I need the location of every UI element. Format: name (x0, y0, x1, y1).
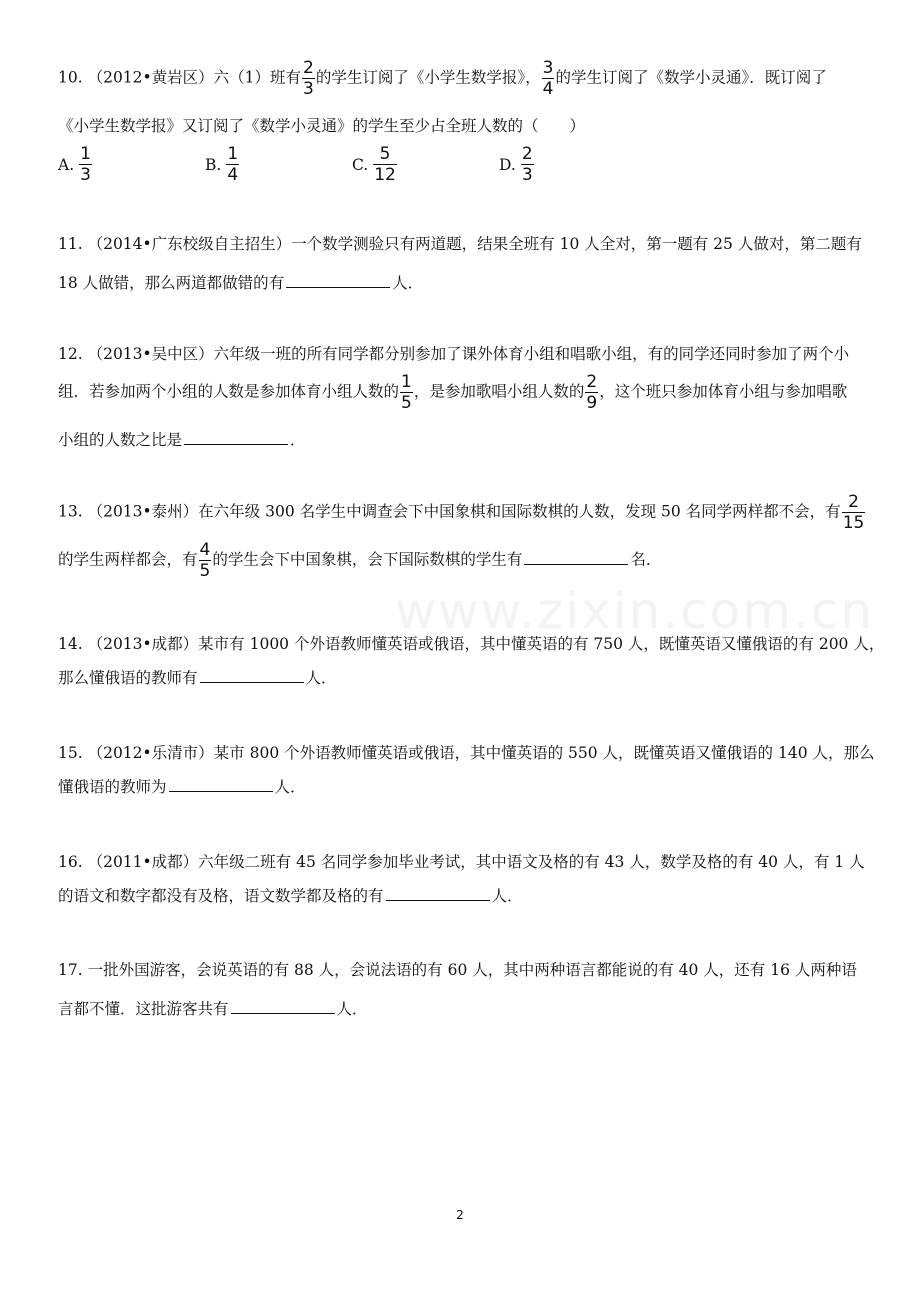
answer-options (58, 144, 658, 184)
answer-blank[interactable] (200, 667, 304, 683)
page-number: 2 (456, 1208, 464, 1222)
fraction: $\frac{4}{5}$ (199, 540, 211, 581)
fraction: $\frac{2}{3}$ (303, 58, 314, 99)
question-14-line-1: 14. （2013•成都）某市有 1000 个外语教师懂英语或俄语，其中懂英语的有 750 人，既懂英语又懂俄语的有 200 人， (58, 635, 885, 653)
option-c[interactable]: C. $\frac{5}{12}$ (352, 144, 396, 185)
question-11-line-1: 11. （2014•广东校级自主招生）一个数学测验只有两道题，结果全班有 10 人全对，第一题有 25 人做对，第二题有 (58, 235, 862, 253)
answer-blank[interactable] (184, 429, 288, 445)
fraction: $\frac{3}{4}$ (542, 58, 554, 99)
question-10-line-2: 《小学生数学报》又订阅了《数学小灵通》的学生至少占全班人数的（ ） (58, 117, 586, 135)
question-11-line-2: 18 人做错，那么两道都做错的有 人． (58, 274, 424, 292)
question-15-line-1: 15. （2012•乐清市）某市 800 个外语教师懂英语或俄语，其中懂英语的 550 人，既懂英语又懂俄语的 140 人，那么 (58, 744, 875, 762)
option-a[interactable]: A. $\frac{1}{3}$ (58, 144, 91, 185)
question-16-line-1: 16. （2011•成都）六年级二班有 45 名同学参加毕业考试，其中语文及格的有 43 人，数学及格的有 40 人，有 1 人 (58, 853, 865, 871)
fraction: $\frac{2}{3}$ (521, 144, 533, 185)
question-12-line-1: 12. （2013•吴中区）六年级一班的所有同学都分别参加了课外体育小组和唱歌小组，有的同学还同时参加了两个小 (58, 345, 850, 363)
question-13-line-2: 的学生两样都会，有 $\frac{4}{5}$ 的学生会下中国象棋，会下国际数棋的学生有 名． (58, 540, 662, 581)
answer-blank[interactable] (524, 549, 628, 565)
answer-blank[interactable] (169, 776, 273, 792)
fraction: $\frac{2}{9}$ (586, 372, 598, 413)
fraction: $\frac{5}{12}$ (374, 144, 396, 185)
watermark: www.zixin.com.cn (395, 582, 875, 640)
question-12-line-2: 组．若参加两个小组的人数是参加体育小组人数的 $\frac{1}{5}$ ，是参加歌唱小组人数的 $\frac{2}{9}$ ，这个班只参加体育小组与参加唱歌 (58, 372, 848, 413)
question-15-line-2: 懂俄语的教师为 人． (58, 778, 306, 796)
question-14-line-2: 那么懂俄语的教师有 人． (58, 669, 337, 687)
option-b[interactable]: B. $\frac{1}{4}$ (205, 144, 239, 185)
answer-blank[interactable] (231, 998, 335, 1014)
fraction: $\frac{1}{4}$ (227, 144, 239, 185)
question-10-line-1: 10. （2012•黄岩区）六（1）班有 $\frac{2}{3}$ 的学生订阅了《小学生数学报》， $\frac{3}{4}$ 的学生订阅了《数学小灵通》．既订阅了 (58, 58, 827, 99)
question-17-line-1: 17. 一批外国游客，会说英语的有 88 人，会说法语的有 60 人，其中两种语言都能说的有 40 人，还有 16 人两种语 (58, 961, 857, 979)
option-d[interactable]: D. $\frac{2}{3}$ (499, 144, 533, 185)
question-13-line-1: 13. （2013•泰州）在六年级 300 名学生中调查会下中国象棋和国际数棋的人数，发现 50 名同学两样都不会，有 $\frac{2}{15}$ (58, 492, 865, 533)
answer-blank[interactable] (386, 885, 490, 901)
fraction: $\frac{1}{5}$ (401, 372, 412, 413)
question-16-line-2: 的语文和数字都没有及格，语文数学都及格的有 人． (58, 887, 523, 905)
question-17-line-2: 言都不懂．这批游客共有 人． (58, 1000, 368, 1018)
question-12-line-3: 小组的人数之比是 ． (58, 431, 306, 449)
answer-blank[interactable] (286, 272, 390, 288)
fraction: $\frac{2}{15}$ (842, 492, 865, 533)
fraction: $\frac{1}{3}$ (80, 144, 91, 185)
